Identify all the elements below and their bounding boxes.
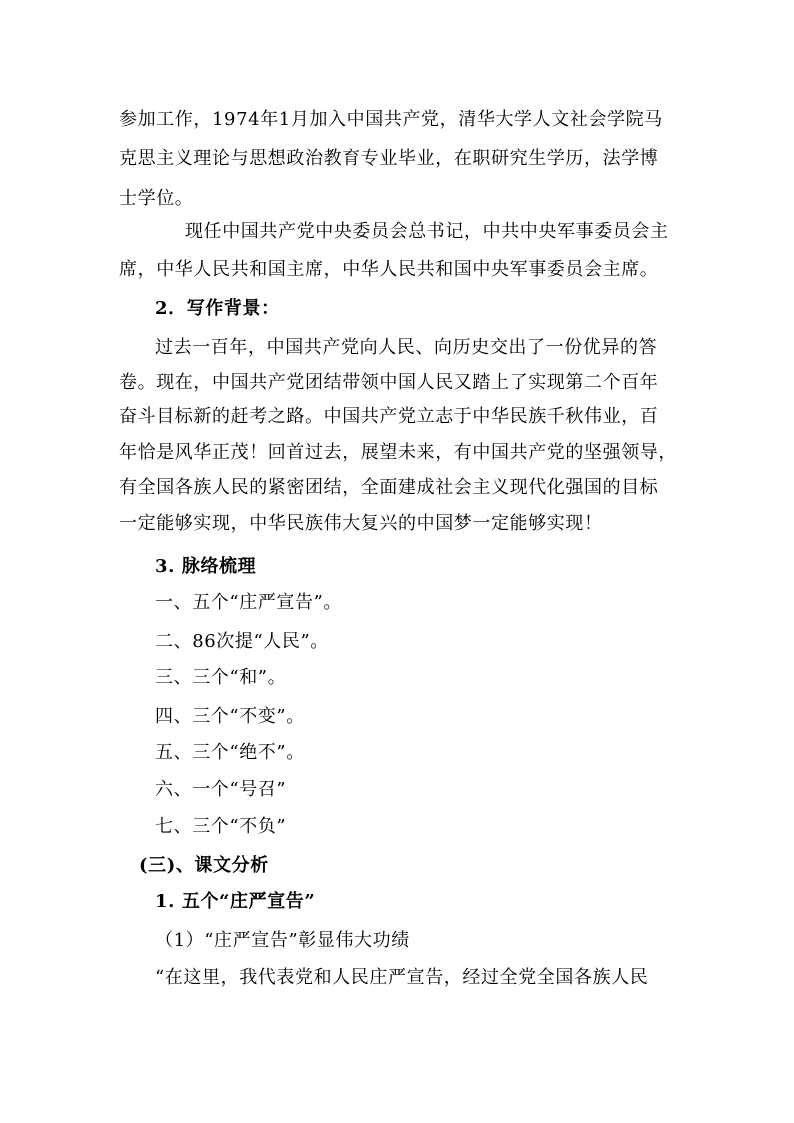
outline-item: 七、三个“不负” <box>155 816 287 837</box>
paragraph-line: 参加工作，1974年1月加入中国共产党，清华大学人文社会学院马 <box>119 109 663 130</box>
outline-item: 一、五个“庄严宣告”。 <box>155 592 343 613</box>
paragraph-line: 克思主义理论与思想政治教育专业毕业，在职研究生学历，法学博 <box>119 148 659 169</box>
section-heading: 3. 脉络梳理 <box>155 556 257 577</box>
outline-item: 六、一个“号召” <box>155 779 287 800</box>
paragraph-line: 过去一百年，中国共产党向人民、向历史交出了一份优异的答 <box>155 337 658 358</box>
paragraph-line: 奋斗目标新的赶考之路。中国共产党立志于中华民族千秋伟业，百 <box>119 406 659 427</box>
outline-item: 四、三个“不变”。 <box>155 706 305 727</box>
paragraph-line: 卷。现在，中国共产党团结带领中国人民又踏上了实现第二个百年 <box>119 372 659 393</box>
paragraph-line: 现任中国共产党中央委员会总书记，中共中央军事委员会主 <box>185 221 669 242</box>
outline-item: 三、三个“和”。 <box>155 667 287 688</box>
paragraph-line: 席，中华人民共和国主席，中华人民共和国中央军事委员会主席。 <box>119 259 659 280</box>
paragraph-line: 有全国各族人民的紧密团结，全面建成社会主义现代化强国的目标 <box>119 477 659 498</box>
section-heading: 2．写作背景： <box>155 298 280 319</box>
paragraph-line: （1）“庄严宣告”彰显伟大功绩 <box>155 930 410 951</box>
subsection-heading: 1. 五个“庄严宣告” <box>155 891 316 912</box>
paragraph-line: “在这里，我代表党和人民庄严宣告，经过全党全国各族人民 <box>155 967 649 988</box>
paragraph-line: 一定能够实现，中华民族伟大复兴的中国梦一定能够实现！ <box>119 513 603 534</box>
section-heading: (三)、课文分析 <box>139 855 269 876</box>
outline-item: 五、三个“绝不”。 <box>155 742 305 763</box>
paragraph-line: 年恰是风华正茂！回首过去，展望未来，有中国共产党的坚强领导， <box>119 442 677 463</box>
outline-item: 二、86次提“人民”。 <box>155 631 329 652</box>
paragraph-line: 士学位。 <box>119 188 194 209</box>
